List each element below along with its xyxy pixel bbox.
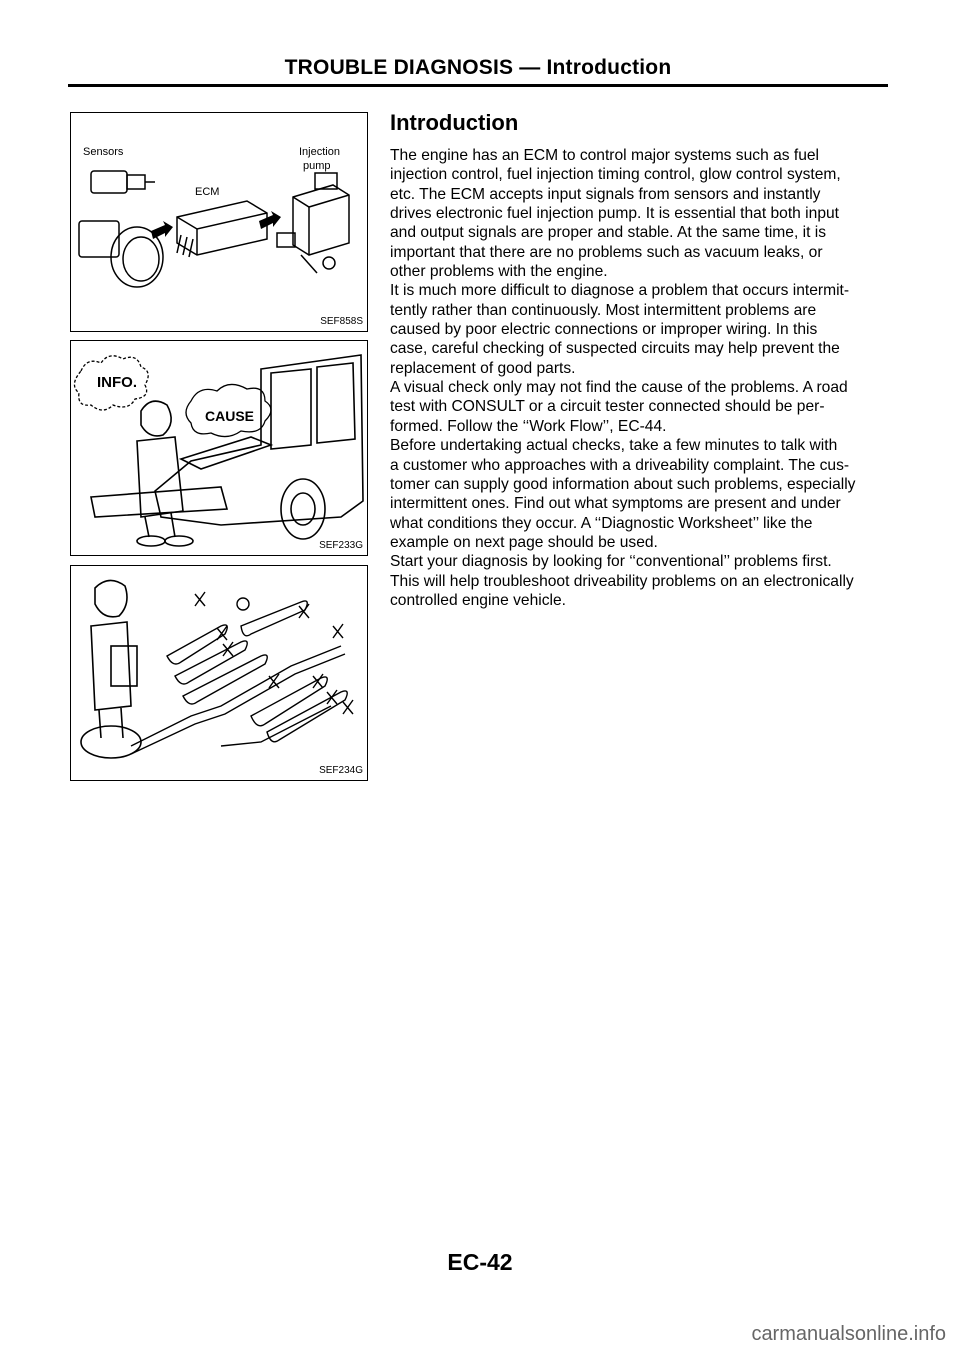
body-line: formed. Follow the ‘‘Work Flow’’, EC-44. xyxy=(390,417,667,435)
body-line: Start your diagnosis by looking for ‘‘conventional’’ problems first. xyxy=(390,553,832,571)
figure-mechanic-car xyxy=(70,340,368,556)
airflow-sensor-icon xyxy=(79,221,163,287)
injection-pump-icon xyxy=(277,173,349,273)
ecm-label: ECM xyxy=(195,186,220,198)
body-line: replacement of good parts. xyxy=(390,359,576,377)
body-line: controlled engine vehicle. xyxy=(390,591,566,609)
page-number: EC-42 xyxy=(447,1249,513,1275)
watermark-link[interactable]: carmanualsonline.info xyxy=(751,1323,946,1345)
body-line: and output signals are proper and stable. At the same time, it is xyxy=(390,224,827,242)
figure-circuit-maze xyxy=(70,565,368,781)
body-text xyxy=(390,146,888,610)
body-line: The engine has an ECM to control major systems such as fuel xyxy=(390,147,820,164)
man-with-book-icon xyxy=(81,580,141,758)
mechanic-car-illustration xyxy=(71,341,367,555)
body-line: example on next page should be used. xyxy=(390,533,658,551)
body-line: what conditions they occur. A ‘‘Diagnostic Worksheet’’ like the xyxy=(390,514,813,532)
body-line: intermittent ones. Find out what symptoms are present and under xyxy=(390,495,841,513)
body-line: Before undertaking actual checks, take a few minutes to talk with xyxy=(390,437,838,455)
section-title: Introduction xyxy=(390,110,519,135)
body-line: etc. The ECM accepts input signals from sensors and instantly xyxy=(390,185,821,203)
body-line: injection control, fuel injection timing control, glow control system, xyxy=(390,166,841,184)
body-line: drives electronic fuel injection pump. It is essential that both input xyxy=(390,205,839,223)
mechanic-figure-icon xyxy=(137,401,193,546)
body-line: a customer who approaches with a driveability complaint. The cus- xyxy=(390,456,850,474)
figure-ecm-system xyxy=(70,112,368,332)
body-line: It is much more difficult to diagnose a problem that occurs intermit- xyxy=(390,282,850,300)
circuit-maze-illustration xyxy=(71,566,367,780)
body-line: caused by poor electric connections or improper wiring. In this xyxy=(390,321,818,339)
figure-code: SEF234G xyxy=(319,765,363,776)
body-line: case, careful checking of suspected circuits may help prevent the xyxy=(390,340,840,358)
cause-label: CAUSE xyxy=(205,408,255,424)
ecm-unit-icon xyxy=(177,201,267,257)
page-header-title: TROUBLE DIAGNOSIS — Introduction xyxy=(284,56,672,79)
injection-label: Injection xyxy=(299,146,340,158)
figure-code: SEF858S xyxy=(320,316,363,327)
header-rule xyxy=(68,84,888,87)
ecm-system-illustration xyxy=(71,113,367,331)
body-line: other problems with the engine. xyxy=(390,263,608,281)
body-line: This will help troubleshoot driveability problems on an electronically xyxy=(390,572,854,590)
figure-code: SEF233G xyxy=(319,540,363,551)
body-line: important that there are no problems such as vacuum leaks, or xyxy=(390,243,823,261)
sensors-label: Sensors xyxy=(83,146,124,158)
circle-mark-icon xyxy=(237,598,249,610)
body-line: tently rather than continuously. Most intermittent problems are xyxy=(390,301,817,319)
pump-label: pump xyxy=(303,160,331,172)
sensor-icon xyxy=(91,171,155,193)
body-line: test with CONSULT or a circuit tester connected should be per- xyxy=(390,398,825,416)
body-line: A visual check only may not find the cause of the problems. A road xyxy=(390,379,848,397)
body-line: tomer can supply good information about such problems, especially xyxy=(390,475,856,493)
info-label: INFO. xyxy=(97,374,137,391)
arrow-icon xyxy=(151,221,173,239)
